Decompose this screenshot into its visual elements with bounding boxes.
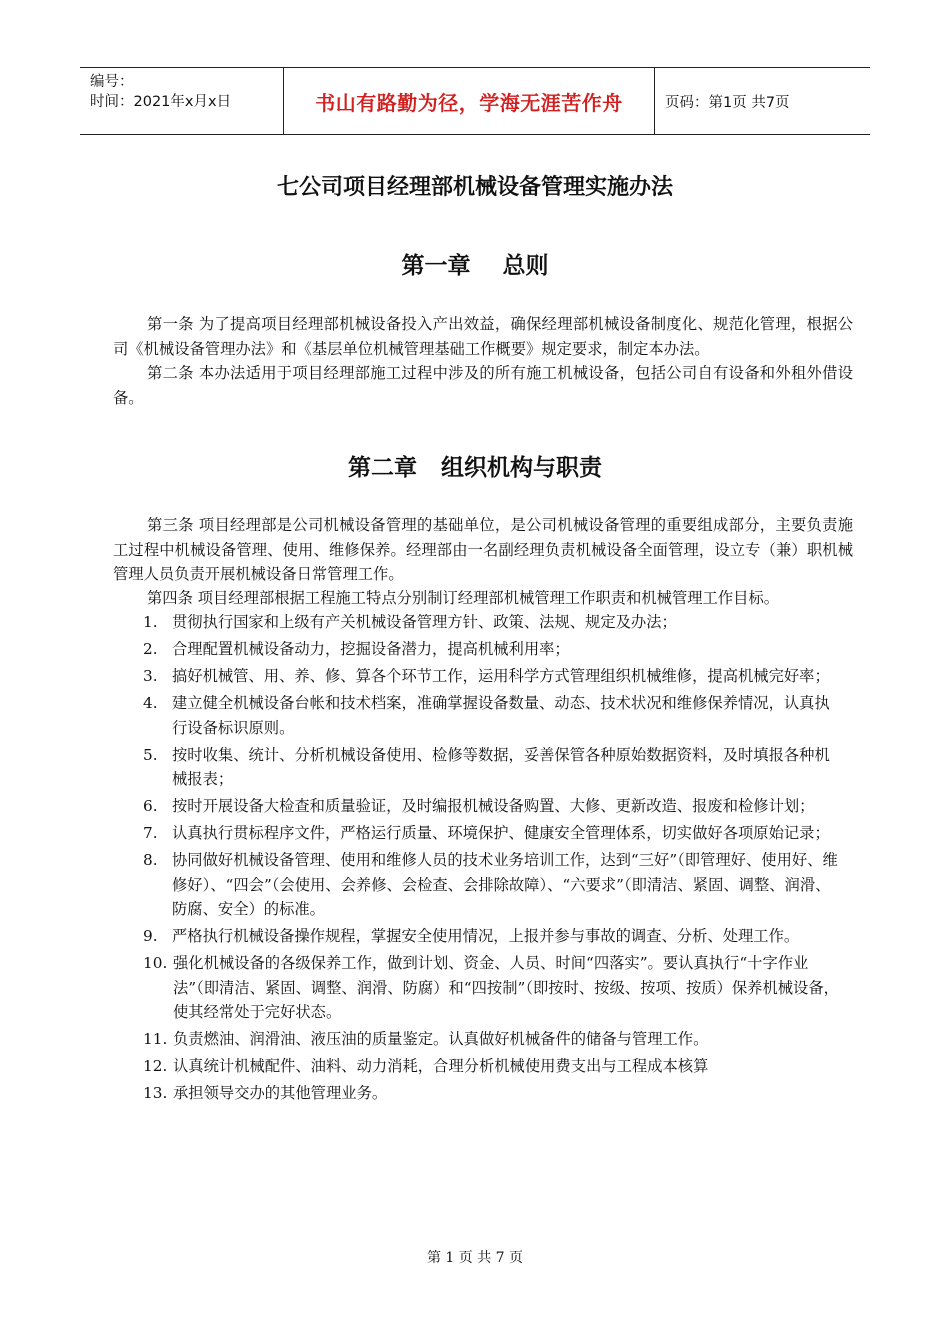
list-item-text: 协同做好机械设备管理、使用和维修人员的技术业务培训工作，达到“三好”（即管理好、使用好、维修好）、“四会”（会使用、会养修、会检查、会排除故障）、“六要求”（即清洁、紧固、调整、润滑、防腐、安全）的标准。	[172, 851, 838, 918]
list-item-text: 搞好机械管、用、养、修、算各个环节工作，运用科学方式管理组织机械维修，提高机械完好率；	[172, 667, 830, 685]
list-item	[143, 794, 843, 819]
list-item	[143, 951, 843, 1025]
list-item	[143, 637, 843, 662]
motto-text: 书山有路勤为径，学海无涯苦作舟	[315, 90, 623, 115]
article-3: 第三条 项目经理部是公司机械设备管理的基础单位，是公司机械设备管理的重要组成部分，主要负责施工过程中机械设备管理、使用、维修保养。经理部由一名副经理负责机械设备全面管理，设立专（兼）职机械管理人员负责开展机械设备日常管理工作。	[113, 516, 853, 583]
list-item-text: 强化机械设备的各级保养工作，做到计划、资金、人员、时间“四落实”。要认真执行“十字作业法”（即清洁、紧固、调整、润滑、防腐）和“四按制”（即按时、按级、按项、按质）保养机械设备，使其经常处于完好状态。	[173, 954, 839, 1021]
list-item	[143, 664, 843, 689]
list-item-text: 合理配置机械设备动力，挖掘设备潜力，提高机械利用率；	[172, 640, 570, 658]
header-table	[80, 67, 870, 135]
list-item-number: 13.	[143, 1084, 168, 1102]
article-1: 第一条 为了提高项目经理部机械设备投入产出效益，确保经理部机械设备制度化、规范化管理，根据公司《机械设备管理办法》和《基层单位机械管理基础工作概要》规定要求，制定本办法。	[113, 315, 853, 358]
list-item-number: 2.	[143, 640, 158, 658]
header-motto-cell	[283, 68, 655, 134]
list-item	[143, 1081, 843, 1106]
list-item-number: 10.	[143, 954, 168, 972]
list-item-number: 12.	[143, 1057, 168, 1075]
list-item-text: 认真统计机械配件、油料、动力消耗，合理分析机械使用费支出与工程成本核算	[173, 1057, 709, 1075]
list-item-number: 1.	[143, 613, 158, 631]
article-2: 第二条 本办法适用于项目经理部施工过程中涉及的所有施工机械设备，包括公司自有设备和外租外借设备。	[113, 364, 853, 407]
list-item-text: 贯彻执行国家和上级有产关机械设备管理方针、政策、法规、规定及办法；	[172, 613, 677, 631]
list-item-text: 承担领导交办的其他管理业务。	[173, 1084, 388, 1102]
list-item-number: 9.	[143, 927, 158, 945]
list-item-number: 11.	[143, 1030, 168, 1048]
list-item-text: 按时开展设备大检查和质量验证，及时编报机械设备购置、大修、更新改造、报废和检修计划；	[172, 797, 815, 815]
header-page-cell	[655, 68, 870, 134]
list-item	[143, 1054, 843, 1079]
chapter-2-heading: 第二章 组织机构与职责	[347, 455, 603, 481]
list-item	[143, 743, 843, 792]
list-item	[143, 610, 843, 635]
list-item-number: 6.	[143, 797, 158, 815]
list-item-number: 5.	[143, 745, 158, 764]
article-4: 第四条 项目经理部根据工程施工特点分别制订经理部机械管理工作职责和机械管理工作目标。	[147, 589, 780, 607]
list-item-text: 建立健全机械设备台帐和技术档案，准确掌握设备数量、动态、技术状况和维修保养情况，认真执行设备标识原则。	[172, 694, 830, 737]
list-item	[143, 848, 843, 922]
list-item-number: 8.	[143, 851, 158, 869]
number-label: 编号：	[90, 74, 134, 90]
document-title: 七公司项目经理部机械设备管理实施办法	[276, 175, 673, 200]
list-item	[143, 924, 843, 949]
list-item	[143, 1027, 843, 1052]
page-label: 页码：第1页 共7页	[665, 94, 790, 111]
chapter-1-heading: 第一章 总则	[401, 253, 549, 279]
list-item-number: 3.	[143, 667, 158, 685]
duty-list	[143, 610, 843, 1108]
list-item-number: 7.	[143, 824, 158, 842]
list-item-text: 认真执行贯标程序文件，严格运行质量、环境保护、健康安全管理体系，切实做好各项原始记录；	[172, 824, 830, 842]
list-item-text: 负责燃油、润滑油、液压油的质量鉴定。认真做好机械备件的储备与管理工作。	[173, 1030, 709, 1048]
date-label: 时间：2021年x月x日	[90, 94, 232, 110]
list-item-text: 按时收集、统计、分析机械设备使用、检修等数据，妥善保管各种原始数据资料，及时填报各种机械报表；	[172, 745, 830, 788]
page-footer: 第 1 页 共 7 页	[426, 1250, 524, 1266]
list-item-number: 4.	[143, 694, 158, 712]
list-item-text: 严格执行机械设备操作规程，掌握安全使用情况，上报并参与事故的调查、分析、处理工作。	[172, 927, 800, 945]
list-item	[143, 821, 843, 846]
list-item	[143, 691, 843, 740]
header-left-cell	[80, 68, 283, 134]
